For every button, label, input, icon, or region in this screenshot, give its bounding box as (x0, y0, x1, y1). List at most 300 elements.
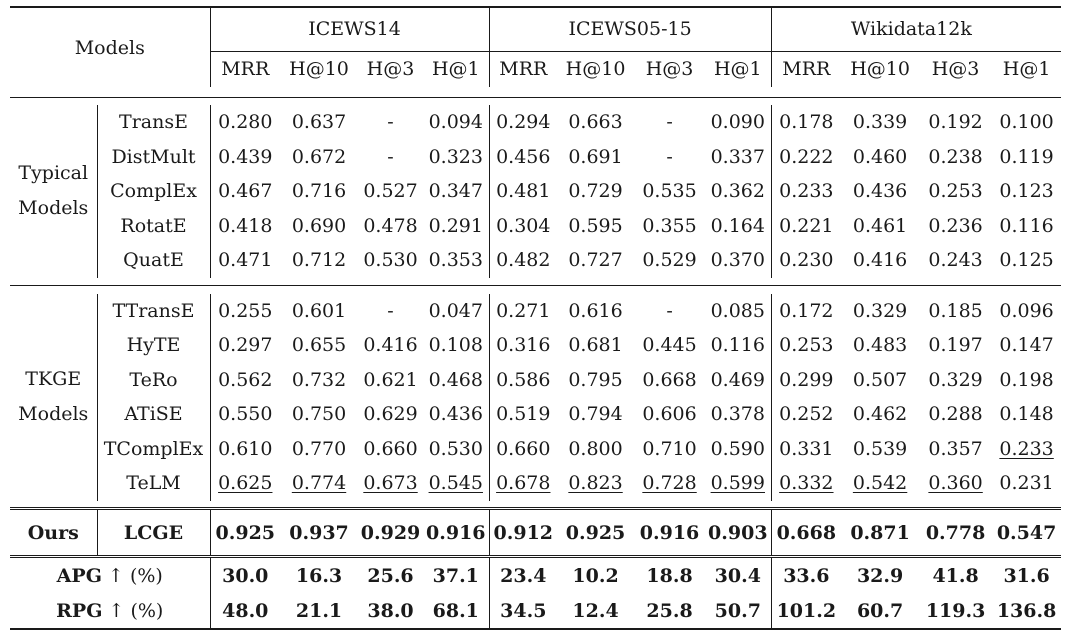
value-text: 0.094 (428, 111, 483, 134)
value-cell (280, 466, 358, 501)
table-row-gain (10, 595, 1061, 629)
value-cell (919, 243, 992, 278)
value-text: 0.937 (289, 521, 349, 544)
value-text: 0.090 (710, 111, 765, 134)
value-cell (841, 105, 919, 140)
value-text: 0.590 (710, 437, 765, 460)
value-cell (489, 363, 557, 398)
value-cell (358, 595, 423, 629)
value-cell (280, 363, 358, 398)
value-text: 0.329 (928, 368, 983, 391)
value-text: 0.299 (779, 368, 834, 391)
gain-label-name: APG (56, 565, 102, 588)
value-text: 0.916 (639, 521, 700, 544)
value-cell (358, 397, 423, 432)
value-text: 0.483 (852, 334, 908, 357)
value-cell (919, 209, 992, 244)
value-cell (841, 557, 919, 595)
value-text: 0.916 (426, 521, 486, 544)
value-text: 25.6 (367, 565, 414, 588)
value-cell (634, 294, 705, 329)
value-text: 0.599 (710, 472, 765, 495)
section-spacer (10, 501, 1061, 509)
value-cell (992, 509, 1061, 557)
group-label (10, 294, 97, 501)
value-text: - (666, 145, 673, 168)
value-text: 0.471 (218, 249, 273, 272)
value-text: 0.621 (363, 368, 418, 391)
metric-header: H@10 (565, 58, 626, 81)
value-text: 50.7 (714, 600, 761, 622)
value-text: 38.0 (367, 600, 414, 622)
value-cell (705, 243, 771, 278)
metric-header: H@1 (431, 58, 480, 81)
value-cell (771, 294, 841, 329)
value-text: 0.288 (928, 403, 983, 426)
value-cell (489, 595, 557, 629)
value-text: - (387, 145, 394, 168)
value-cell (705, 209, 771, 244)
value-text: 0.271 (496, 299, 551, 322)
value-cell (557, 328, 634, 363)
value-text: 0.601 (291, 299, 347, 322)
value-text: 0.460 (852, 145, 908, 168)
value-cell (358, 105, 423, 140)
value-cell (358, 294, 423, 329)
value-cell (280, 140, 358, 175)
value-cell (705, 509, 771, 557)
value-cell (771, 557, 841, 595)
value-cell (771, 397, 841, 432)
value-cell (634, 140, 705, 175)
value-cell (919, 294, 992, 329)
value-cell (705, 363, 771, 398)
value-cell (992, 595, 1061, 629)
group-label (10, 105, 97, 278)
value-cell (919, 509, 992, 557)
value-text: 31.6 (1003, 565, 1050, 588)
value-cell (771, 466, 841, 501)
value-text: 0.355 (642, 214, 697, 237)
value-cell (634, 466, 705, 501)
value-cell (280, 105, 358, 140)
value-text: 0.660 (363, 437, 418, 460)
value-cell (919, 595, 992, 629)
value-text: 0.519 (496, 403, 551, 426)
value-cell (634, 209, 705, 244)
metric-header: MRR (771, 51, 841, 87)
model-name: ATiSE (97, 397, 210, 432)
value-cell (280, 509, 358, 557)
value-text: 0.236 (928, 214, 983, 237)
value-text: 0.416 (363, 334, 418, 357)
value-text: 33.6 (783, 565, 830, 588)
value-text: 0.606 (642, 403, 697, 426)
section-spacer (10, 286, 1061, 294)
value-text: - (387, 299, 394, 322)
value-text: 0.360 (928, 472, 983, 495)
gain-label-unit: (%) (129, 565, 163, 588)
value-text: 0.610 (218, 437, 273, 460)
value-text: 10.2 (572, 565, 619, 588)
value-cell (705, 328, 771, 363)
metric-header: H@3 (366, 58, 415, 81)
value-text: 0.778 (925, 521, 986, 544)
metric-header: MRR (210, 51, 280, 87)
value-cell (423, 509, 489, 557)
value-text: 0.418 (218, 214, 273, 237)
value-cell (919, 557, 992, 595)
value-text: 0.690 (291, 214, 347, 237)
gain-label-name: RPG (56, 600, 103, 622)
value-cell (423, 466, 489, 501)
value-text: 0.164 (710, 214, 765, 237)
value-cell (771, 140, 841, 175)
value-cell (423, 595, 489, 629)
value-text: 0.329 (852, 299, 908, 322)
value-text: 0.119 (999, 145, 1054, 168)
gain-label (10, 557, 210, 595)
value-text: 48.0 (222, 600, 269, 622)
value-cell (992, 174, 1061, 209)
value-text: 0.660 (496, 437, 551, 460)
value-text: 0.903 (708, 521, 768, 544)
value-text: 0.668 (642, 368, 697, 391)
value-cell (992, 209, 1061, 244)
model-name: TTransE (97, 294, 210, 329)
value-text: 0.436 (428, 403, 483, 426)
value-cell (771, 105, 841, 140)
value-text: 0.469 (710, 368, 765, 391)
value-text: 0.255 (218, 299, 273, 322)
value-text: 0.691 (568, 145, 623, 168)
value-text: 0.192 (928, 111, 983, 134)
value-text: 0.116 (710, 334, 765, 357)
value-cell (210, 509, 280, 557)
value-text: 0.416 (852, 249, 908, 272)
value-text: 0.712 (291, 249, 347, 272)
value-cell (771, 595, 841, 629)
value-cell (280, 432, 358, 467)
value-cell (557, 105, 634, 140)
value-cell (358, 140, 423, 175)
value-text: - (666, 111, 673, 134)
value-cell (358, 509, 423, 557)
value-cell (992, 140, 1061, 175)
value-text: 0.462 (852, 403, 908, 426)
value-cell (423, 105, 489, 140)
ours-section (10, 509, 1061, 557)
value-cell (919, 397, 992, 432)
value-text: 0.294 (496, 111, 551, 134)
value-cell (489, 294, 557, 329)
value-text: 0.728 (642, 472, 697, 495)
value-text: 0.545 (428, 472, 483, 495)
value-text: 0.668 (776, 521, 837, 544)
value-cell (280, 209, 358, 244)
value-cell (423, 557, 489, 595)
value-text: 0.507 (852, 368, 908, 391)
model-name: HyTE (97, 328, 210, 363)
value-cell (705, 294, 771, 329)
value-text: 0.750 (291, 403, 347, 426)
header-spacer (10, 87, 1061, 97)
value-cell (919, 105, 992, 140)
tkge-models-section (10, 286, 1061, 509)
value-text: 0.774 (291, 472, 347, 495)
value-cell (841, 140, 919, 175)
value-text: 0.125 (999, 249, 1054, 272)
value-text: 0.794 (568, 403, 623, 426)
value-text: 0.337 (710, 145, 765, 168)
value-cell (634, 105, 705, 140)
value-text: 0.562 (218, 368, 273, 391)
value-text: 0.542 (852, 472, 908, 495)
value-text: 0.378 (710, 403, 765, 426)
value-cell (771, 363, 841, 398)
value-cell (634, 243, 705, 278)
table-row (10, 294, 1061, 329)
value-cell (841, 174, 919, 209)
value-text: 18.8 (646, 565, 693, 588)
value-cell (705, 466, 771, 501)
value-cell (423, 174, 489, 209)
value-text: 25.8 (646, 600, 693, 622)
value-cell (557, 363, 634, 398)
value-cell (841, 294, 919, 329)
value-text: 0.221 (779, 214, 834, 237)
value-cell (358, 432, 423, 467)
value-text: 0.339 (852, 111, 908, 134)
value-text: 0.478 (363, 214, 418, 237)
table-row-ours (10, 509, 1061, 557)
value-text: 0.547 (996, 521, 1057, 544)
value-text: 0.445 (642, 334, 697, 357)
value-cell (992, 294, 1061, 329)
value-cell (280, 243, 358, 278)
value-cell (992, 557, 1061, 595)
table-row (10, 397, 1061, 432)
value-text: 0.795 (568, 368, 623, 391)
value-cell (771, 328, 841, 363)
value-text: 0.529 (642, 249, 697, 272)
value-text: 0.085 (710, 299, 765, 322)
value-text: 0.233 (999, 437, 1054, 460)
value-cell (423, 294, 489, 329)
value-cell (771, 243, 841, 278)
value-cell (210, 105, 280, 140)
value-cell (841, 243, 919, 278)
value-text: 0.280 (218, 111, 273, 134)
value-cell (992, 243, 1061, 278)
value-cell (992, 363, 1061, 398)
value-cell (919, 363, 992, 398)
value-cell (557, 209, 634, 244)
value-text: 0.629 (363, 403, 418, 426)
value-text: 21.1 (295, 600, 343, 622)
value-text: 0.370 (710, 249, 765, 272)
model-name: TeRo (97, 363, 210, 398)
value-cell (557, 466, 634, 501)
value-cell (557, 140, 634, 175)
value-text: 0.800 (568, 437, 623, 460)
value-text: 0.595 (568, 214, 623, 237)
value-text: 0.481 (496, 180, 551, 203)
value-text: 0.297 (218, 334, 273, 357)
dataset-header-icews05-15: ICEWS05-15 (489, 7, 771, 51)
value-cell (705, 557, 771, 595)
table-row-gain (10, 557, 1061, 595)
group-label-line: Models (18, 197, 89, 220)
value-cell (210, 595, 280, 629)
model-name: TComplEx (97, 432, 210, 467)
up-arrow-icon: ↑ (107, 565, 124, 588)
metric-header: H@10 (289, 58, 349, 81)
value-text: 16.3 (295, 565, 343, 588)
value-cell (557, 294, 634, 329)
value-cell (919, 174, 992, 209)
gain-label-unit: (%) (130, 600, 164, 622)
value-cell (489, 397, 557, 432)
value-cell (358, 557, 423, 595)
value-text: 0.586 (496, 368, 551, 391)
model-name: LCGE (97, 509, 210, 557)
value-text: 0.233 (779, 180, 834, 203)
value-text: 37.1 (432, 565, 479, 588)
value-cell (210, 363, 280, 398)
metric-header: H@10 (850, 58, 910, 81)
value-cell (423, 432, 489, 467)
value-cell (992, 432, 1061, 467)
value-cell (841, 209, 919, 244)
value-text: 0.929 (360, 521, 421, 544)
value-cell (210, 140, 280, 175)
value-cell (771, 174, 841, 209)
value-cell (634, 509, 705, 557)
model-name: QuatE (97, 243, 210, 278)
value-cell (634, 328, 705, 363)
value-text: 0.439 (218, 145, 273, 168)
value-text: 0.530 (363, 249, 418, 272)
value-text: 0.172 (779, 299, 834, 322)
value-cell (557, 432, 634, 467)
value-cell (489, 466, 557, 501)
value-cell (210, 557, 280, 595)
value-cell (489, 432, 557, 467)
value-cell (557, 595, 634, 629)
model-name: TeLM (97, 466, 210, 501)
value-text: 101.2 (776, 600, 837, 622)
value-cell (705, 174, 771, 209)
value-text: 0.230 (779, 249, 834, 272)
value-cell (634, 363, 705, 398)
value-cell (423, 363, 489, 398)
value-cell (489, 105, 557, 140)
value-cell (705, 595, 771, 629)
value-cell (280, 397, 358, 432)
metric-header: MRR (489, 51, 557, 87)
value-text: 0.116 (999, 214, 1054, 237)
value-text: 0.316 (496, 334, 551, 357)
value-text: 0.253 (779, 334, 834, 357)
value-text: 23.4 (500, 565, 547, 588)
group-label-line: Typical (18, 162, 89, 185)
value-cell (634, 432, 705, 467)
value-cell (705, 105, 771, 140)
value-cell (841, 397, 919, 432)
model-name: ComplEx (97, 174, 210, 209)
value-text: 0.655 (291, 334, 347, 357)
value-text: 0.530 (428, 437, 483, 460)
value-cell (919, 140, 992, 175)
up-arrow-icon: ↑ (108, 600, 125, 622)
models-header: Models (10, 7, 210, 87)
value-cell (634, 557, 705, 595)
value-cell (423, 397, 489, 432)
value-text: 0.243 (928, 249, 983, 272)
value-cell (705, 397, 771, 432)
value-text: 0.047 (428, 299, 483, 322)
value-cell (423, 209, 489, 244)
value-cell (489, 140, 557, 175)
table-row (10, 105, 1061, 140)
value-cell (210, 397, 280, 432)
value-cell (358, 328, 423, 363)
value-cell (919, 328, 992, 363)
value-cell (992, 466, 1061, 501)
value-cell (280, 557, 358, 595)
value-cell (705, 140, 771, 175)
table-row (10, 174, 1061, 209)
value-cell (557, 509, 634, 557)
value-cell (489, 243, 557, 278)
dataset-header-icews14: ICEWS14 (210, 7, 489, 51)
typical-models-section (10, 97, 1061, 286)
value-cell (841, 466, 919, 501)
value-cell (634, 595, 705, 629)
value-text: 0.678 (496, 472, 551, 495)
table-row (10, 328, 1061, 363)
value-text: - (666, 299, 673, 322)
value-cell (423, 328, 489, 363)
model-name: RotatE (97, 209, 210, 244)
value-text: 0.535 (642, 180, 697, 203)
value-cell (557, 397, 634, 432)
value-text: 0.108 (428, 334, 483, 357)
value-cell (841, 509, 919, 557)
value-cell (210, 466, 280, 501)
value-cell (557, 557, 634, 595)
value-text: 41.8 (932, 565, 979, 588)
value-text: 0.123 (999, 180, 1054, 203)
value-text: 0.456 (496, 145, 551, 168)
value-text: 0.238 (928, 145, 983, 168)
value-text: 0.185 (928, 299, 983, 322)
value-text: 119.3 (925, 600, 986, 622)
value-text: 0.637 (291, 111, 347, 134)
value-text: 12.4 (572, 600, 619, 622)
value-cell (210, 243, 280, 278)
value-text: 0.353 (428, 249, 483, 272)
value-text: 0.681 (568, 334, 623, 357)
section-spacer (10, 278, 1061, 286)
model-name: DistMult (97, 140, 210, 175)
metric-header: H@1 (713, 58, 762, 81)
value-text: 0.539 (852, 437, 908, 460)
value-text: 0.304 (496, 214, 551, 237)
value-text: 0.178 (779, 111, 834, 134)
value-text: 0.252 (779, 403, 834, 426)
